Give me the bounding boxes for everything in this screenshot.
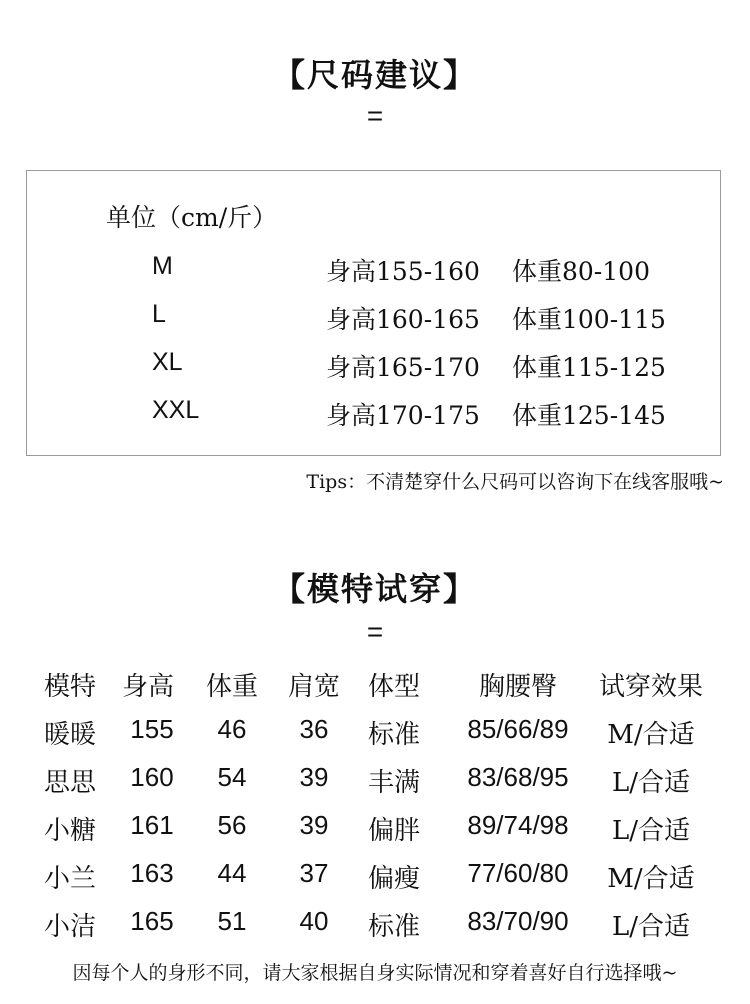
table-row (0, 810, 750, 850)
model-name: 小糖 (43, 816, 96, 846)
table-row (0, 762, 750, 802)
size-row (0, 300, 750, 340)
footnote: 因每个人的身形不同，请大家根据自身实际情况和穿着喜好自行选择哦~ (72, 962, 678, 984)
model-body-type: 标准 (367, 720, 420, 750)
model-weight: 56 (217, 810, 247, 840)
model-section-title: 【模特试穿】 (272, 570, 477, 608)
column-header: 模特 (43, 672, 96, 702)
height-range: 身高155-160 (326, 257, 480, 286)
model-body-type: 标准 (367, 912, 420, 942)
model-name: 小洁 (43, 912, 96, 942)
size-label: XXL (152, 396, 200, 424)
model-fit: L/合适 (611, 912, 691, 942)
size-section-divider: = (366, 100, 384, 131)
column-header: 体型 (367, 672, 420, 702)
table-row (0, 906, 750, 946)
model-height: 165 (130, 906, 174, 936)
model-shoulder: 40 (299, 906, 329, 936)
size-row (0, 348, 750, 388)
model-measurements: 85/66/89 (467, 714, 569, 744)
size-label: XL (152, 348, 183, 376)
model-weight: 54 (217, 762, 247, 792)
model-shoulder: 36 (299, 714, 329, 744)
column-header: 试穿效果 (598, 672, 703, 702)
table-row (0, 714, 750, 754)
model-body-type: 偏胖 (367, 816, 420, 846)
model-measurements: 83/68/95 (467, 762, 569, 792)
weight-range: 体重80-100 (512, 257, 650, 286)
model-body-type: 偏瘦 (367, 864, 420, 894)
model-fit: M/合适 (607, 720, 695, 750)
table-header (0, 666, 750, 706)
size-label: L (152, 300, 166, 328)
model-height: 155 (130, 714, 174, 744)
weight-range: 体重115-125 (512, 353, 666, 382)
unit-label: 单位（cm/斤） (106, 203, 278, 232)
model-measurements: 89/74/98 (467, 810, 569, 840)
model-shoulder: 39 (299, 762, 329, 792)
model-height: 163 (130, 858, 174, 888)
model-fit: M/合适 (607, 864, 695, 894)
model-shoulder: 39 (299, 810, 329, 840)
weight-range: 体重100-115 (512, 305, 666, 334)
size-label: M (152, 252, 173, 280)
model-measurements: 83/70/90 (467, 906, 569, 936)
height-range: 身高160-165 (326, 305, 480, 334)
height-range: 身高165-170 (326, 353, 480, 382)
table-row (0, 858, 750, 898)
model-body-type: 丰满 (367, 768, 420, 798)
model-section-divider: = (366, 616, 384, 647)
weight-range: 体重125-145 (512, 401, 666, 430)
column-header: 胸腰臀 (478, 672, 557, 702)
model-weight: 51 (217, 906, 247, 936)
model-weight: 46 (217, 714, 247, 744)
size-section-title: 【尺码建议】 (272, 56, 477, 94)
model-height: 160 (130, 762, 174, 792)
model-name: 思思 (43, 768, 96, 798)
model-weight: 44 (217, 858, 247, 888)
column-header: 体重 (205, 672, 258, 702)
model-name: 暖暖 (43, 720, 96, 750)
height-range: 身高170-175 (326, 401, 480, 430)
size-row (0, 396, 750, 436)
size-row (0, 252, 750, 292)
tips-text: Tips：不清楚穿什么尺码可以咨询下在线客服哦~ (306, 471, 724, 493)
model-measurements: 77/60/80 (467, 858, 569, 888)
model-shoulder: 37 (299, 858, 329, 888)
column-header: 身高 (121, 672, 174, 702)
model-height: 161 (130, 810, 174, 840)
model-fit: L/合适 (611, 816, 691, 846)
model-name: 小兰 (43, 864, 96, 894)
model-fit: L/合适 (611, 768, 691, 798)
column-header: 肩宽 (287, 672, 340, 702)
